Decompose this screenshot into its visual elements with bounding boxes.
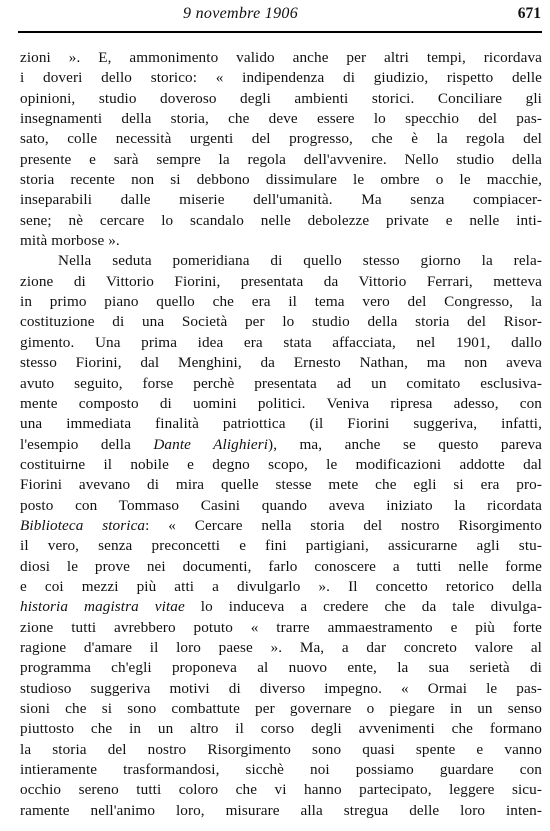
text-line: diosi le prove nei documenti, farlo conoscere a tutti nelle forme [20, 557, 542, 575]
text-line: stesso Fiorini, dal Menghini, da Ernesto Nathan, ma non aveva [20, 354, 542, 372]
text-segment: lo induceva a credere che da tale divulga- [184, 598, 542, 616]
running-header [0, 5, 550, 31]
text-line: la storia del nostro Risorgimento sono quasi spente e vanno [20, 740, 542, 758]
text-line [20, 435, 542, 455]
text-line: inseparabili dalle miserie dell'umanità. Ma senza compiacer- [20, 191, 542, 209]
text-line: una immediata finalità patriottica (il Fiorini suggeriva, infatti, [20, 415, 542, 433]
text-line: zione di Vittorio Fiorini, presentata da Vittorio Ferrari, metteva [20, 272, 542, 290]
text-line: opinioni, studio doveroso degli ambienti storici. Conciliare gli [20, 89, 542, 107]
text-line: storia recente non si debbono dissimulare le ombre o le macchie, [20, 171, 542, 189]
text-line: in primo piano quello che era il tema vero del Congresso, la [20, 293, 542, 311]
text-line: il vero, senza preconcetti e fini partigiani, assicurarne agli stu- [20, 537, 542, 555]
text-line: sene; nè cercare lo scandalo nelle debolezze private e nelle inti- [20, 211, 542, 229]
text-segment: ), ma, anche se questo pareva [268, 435, 542, 453]
text-line: mità morbose ». [20, 232, 120, 250]
text-line: Nella seduta pomeridiana di quello stesso giorno la rela- [58, 252, 542, 270]
text-line: i doveri dello storico: « indipendenza di giudizio, rispetto delle [20, 69, 542, 87]
text-line: posto con Tommaso Casini quando aveva iniziato la ricordata [20, 496, 542, 514]
text-line: costituzione di una Società per lo studio della storia del Risor- [20, 313, 542, 331]
text-line: programma ch'egli proponeva al nuovo ente, la sua serietà di [20, 659, 542, 677]
text-line: ramente nell'animo loro, misurare alla stregua delle loro inten- [20, 801, 542, 819]
header-rule [18, 31, 542, 33]
text-line: ragione d'amare il loro paese ». Ma, a dar concreto valore al [20, 638, 542, 656]
italic-title: Dante Alighieri [153, 435, 269, 453]
text-line: piuttosto che in un altro il corso degli avvenimenti che formano [20, 720, 542, 738]
text-line: sioni che si sono combattute per governare o piegare in un senso [20, 700, 542, 717]
text-line: avuto seguito, forse perchè presentata ad un comitato esclusiva- [20, 374, 542, 392]
italic-title: historia magistra vitae [20, 598, 185, 616]
page-number: 671 [517, 5, 541, 22]
text-line: zione tutti avrebbero potuto « trarre ammaestramento e più forte [20, 618, 542, 636]
text-line: e coi mezzi più atti a divulgarlo ». Il concetto retorico della [20, 577, 542, 595]
body-text [20, 48, 542, 821]
text-line: insegnamenti della storia, che deve essere lo specchio del pas- [20, 110, 542, 128]
text-line: Fiorini avevano di mira quelle stesse mete che egli si era pro- [20, 476, 542, 494]
text-segment: l'esempio della [20, 435, 154, 453]
text-line: sato, colle necessità urgenti del progresso, che è la regola del [20, 130, 542, 148]
text-line [20, 516, 542, 536]
text-line: costituirne il nobile e degno scopo, le modificazioni addotte dal [20, 455, 542, 473]
text-line: studioso suggeriva motivi di diverso impegno. « Ormai le pas- [20, 679, 542, 697]
header-date-title: 9 novembre 1906 [183, 5, 298, 22]
text-line: presente e sarà sempre la regola dell'avvenire. Nello studio della [20, 150, 542, 168]
text-line: occhio sereno tutti coloro che vi hanno partecipato, leggere sicu- [20, 781, 542, 799]
text-line: gimento. Una prima idea era stata affacciata, nel 1901, dallo [20, 333, 542, 351]
text-line: mente composto di uomini politici. Veniva ripresa adesso, con [20, 394, 542, 412]
text-line: intieramente trasformandosi, sicchè noi possiamo guardare con [20, 761, 542, 779]
text-segment: : « Cercare nella storia del nostro Risorgimento [145, 516, 542, 534]
text-line [20, 597, 542, 617]
italic-title: Biblioteca storica [20, 516, 146, 534]
text-line: zioni ». E, ammonimento valido anche per altri tempi, ricordava [20, 49, 542, 66]
